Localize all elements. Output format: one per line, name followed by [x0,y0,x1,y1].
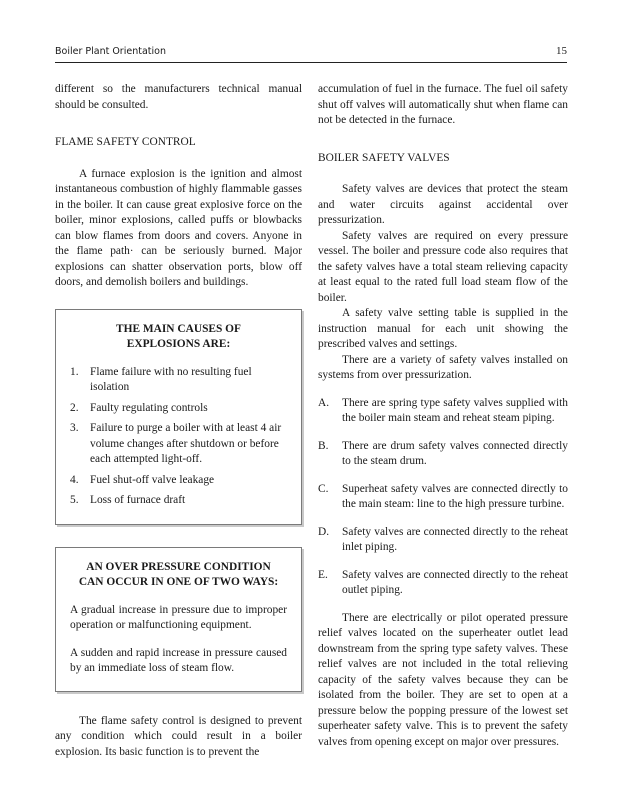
header-title: Boiler Plant Orientation [55,46,166,57]
intro-text: different so the manufacturers technical manual should be consulted. [55,83,302,111]
list-item-number: 3. [70,422,79,434]
causes-box-title [70,322,287,353]
pressure-title-line1: AN OVER PRESSURE CONDITION [86,560,271,573]
list-item [70,493,287,509]
flame-safety-heading: FLAME SAFETY CONTROL [55,136,196,148]
list-item-text: Faulty regulating controls [90,401,208,414]
list-item-text: Safety valves are connected directly to the reheat outlet piping. [342,568,568,596]
left-column [55,82,302,760]
list-item-letter: D. [318,525,330,538]
list-item [70,421,287,468]
list-item-text: Superheat safety valves are connected directly to the main steam: line to the high pressure turbine. [342,482,568,510]
safety-valves-paragraph: A safety valve setting table is supplied in the instruction manual for each unit showing the prescribed valves and settings. [318,307,568,350]
list-item [318,439,568,470]
list-item [70,473,287,489]
list-item-letter: E. [318,568,328,581]
list-item-text: Fuel shut-off valve leakage [90,473,215,486]
safety-valves-paragraph: Safety valves are required on every pressure vessel. The boiler and pressure code also requires that the safety valves have a total steam relieving capacity at least equal to the rated full load steam flow of the boiler. [318,229,568,304]
list-item-text: Failure to purge a boiler with at least 4 air volume changes after shutdown or before each attempted light-off. [90,422,282,465]
safety-valves-paragraph: Safety valves are devices that protect the steam and water circuits against accidental over pressurization. [318,183,568,226]
page-number: 15 [556,45,567,57]
causes-title-line1: THE MAIN CAUSES OF [116,322,241,335]
list-item-text: Flame failure with no resulting fuel isolation [90,365,252,393]
relief-valves-paragraph: There are electrically or pilot operated pressure relief valves located on the superheater outlet lead downstream from the spring type safety valves. These relief valves are not included in the total relieving capacity of the safety valves because they can be isolated from the boiler. They are set to open at a pressure below the popping pressure of the lowest set superheater safety valve. This is to prevent the safety valves from opening except on major over pressures. [318,611,568,748]
list-item [318,525,568,556]
list-item-text: There are drum safety valves connected directly to the steam drum. [342,439,568,467]
list-item [318,396,568,427]
pressure-condition-gradual: A gradual increase in pressure due to improper operation or malfunctioning equipment. [70,603,287,631]
list-item-text: Safety valves are connected directly to the reheat inlet piping. [342,525,568,553]
list-item-letter: B. [318,439,329,452]
list-item-letter: C. [318,482,329,495]
continuation-text: accumulation of fuel in the furnace. The fuel oil safety shut off valves will automatically shut when flame can not be detected in the furnace. [318,83,568,126]
list-item [318,482,568,513]
pressure-title-line2: CAN OCCUR IN ONE OF TWO WAYS: [78,576,279,588]
list-item-number: 5. [70,494,79,506]
pressure-box-title [70,560,287,591]
causes-title-line2: EXPLOSIONS ARE: [126,338,231,350]
list-item-number: 2. [70,401,79,414]
right-column [318,82,568,750]
list-item-text: There are spring type safety valves supplied with the boiler main steam and reheat steam piping. [342,396,568,424]
explosion-causes-box [55,309,302,525]
list-item [318,568,568,599]
list-item [70,365,287,396]
safety-valves-paragraph: There are a variety of safety valves installed on systems from over pressurization. [318,353,568,381]
flame-safety-paragraph: A furnace explosion is the ignition and almost instantaneous combustion of highly flammable gasses in the boiler. It can cause great explosive force on the boiler, minor explosions, called puffs or blowbacks can blow flames from doors and covers. Anyone in the flame path· can be seriously burned. Major explosions can shatter observation ports, blow off doors, and demolish boilers and buildings. [55,167,302,288]
list-item-number: 4. [70,473,79,486]
list-item-letter: A. [318,396,330,409]
over-pressure-box [55,547,302,692]
valve-types-list [318,396,568,599]
list-item [70,401,287,417]
running-header [55,44,567,63]
pressure-condition-sudden: A sudden and rapid increase in pressure caused by an immediate loss of steam flow. [70,646,287,674]
list-item-text: Loss of furnace draft [90,494,186,506]
flame-control-closing-paragraph: The flame safety control is designed to prevent any condition which could result in a boiler explosion. Its basic function is to prevent the [55,714,302,758]
causes-list [70,365,287,509]
safety-valves-heading: BOILER SAFETY VALVES [318,151,450,164]
list-item-number: 1. [70,365,79,378]
